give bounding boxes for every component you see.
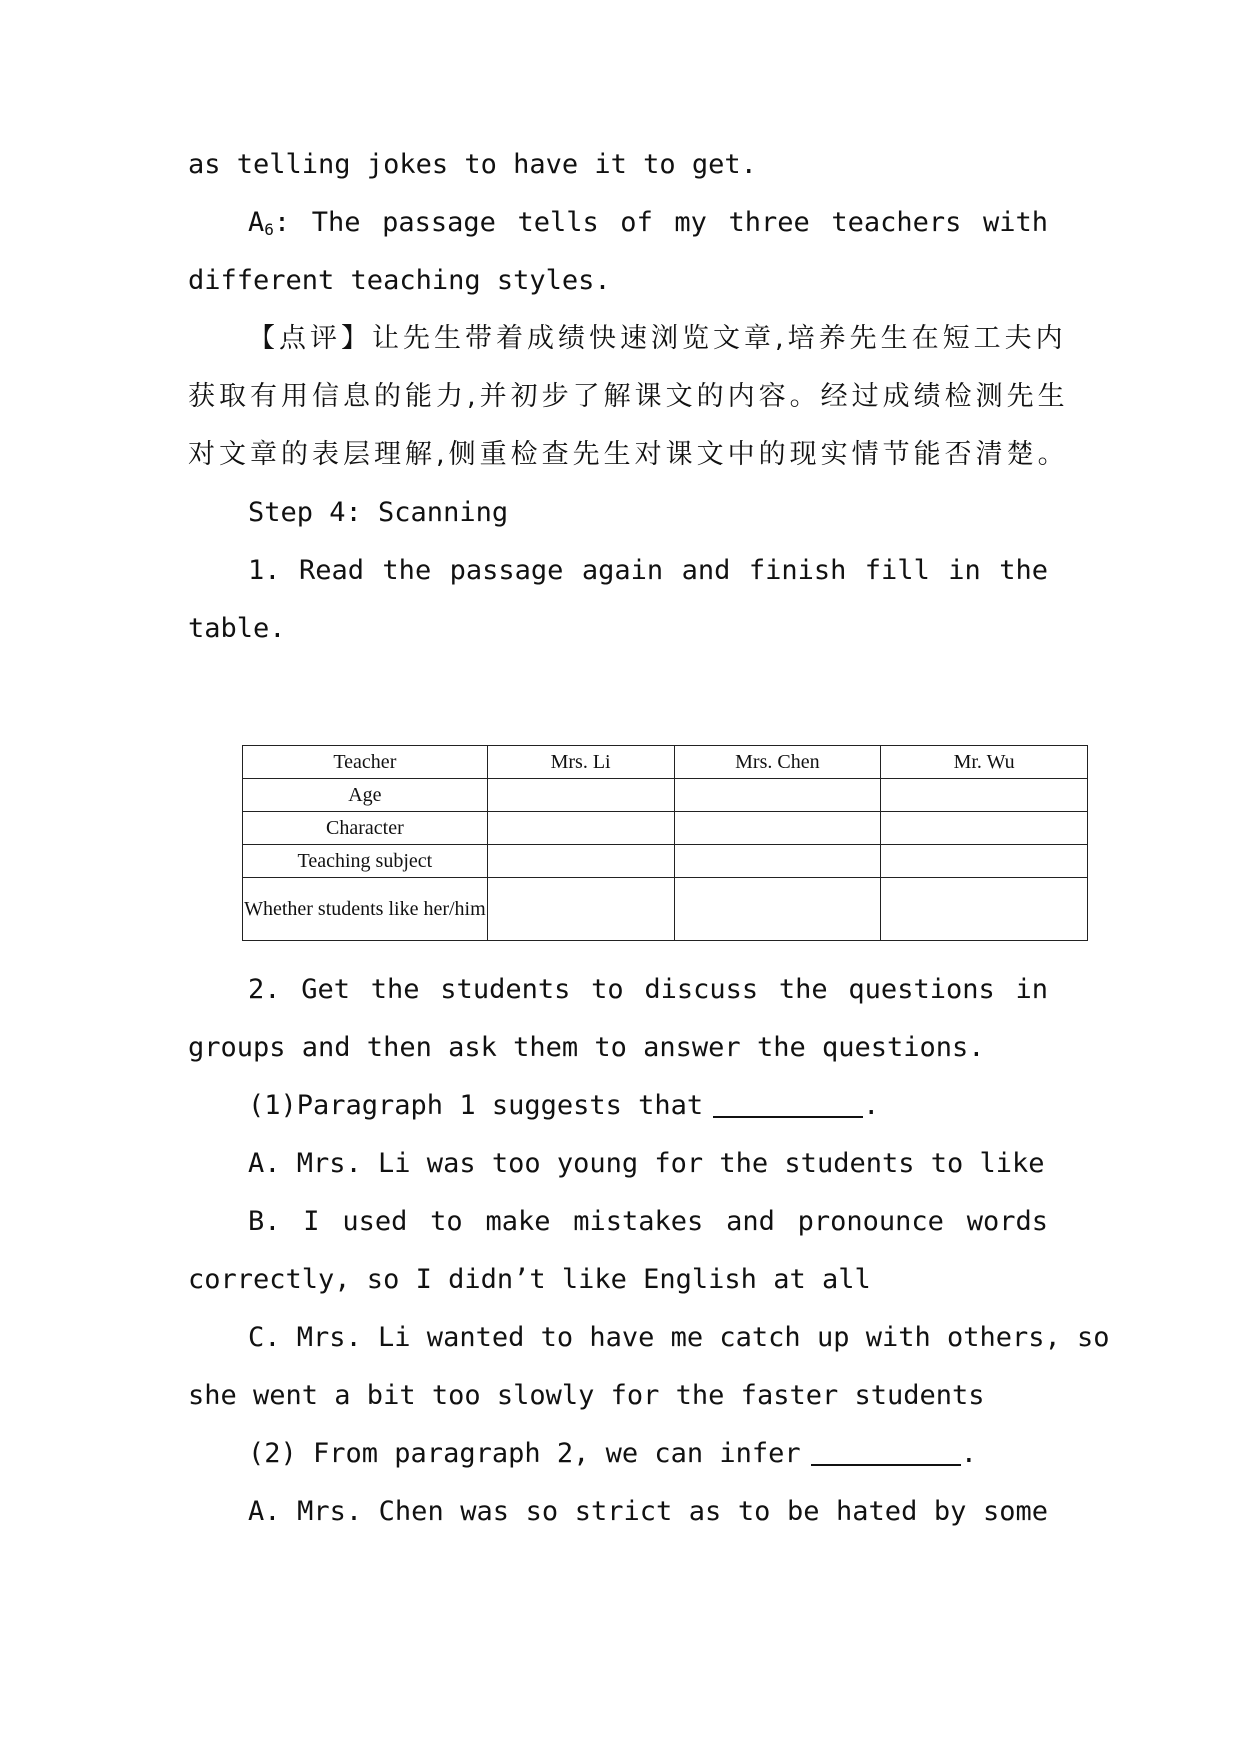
comment-line-3: 对文章的表层理解,侧重检查先生对课文中的现实情节能否清楚。 <box>188 439 1069 470</box>
empty-cell <box>487 878 674 941</box>
empty-cell <box>881 779 1088 812</box>
empty-cell <box>487 779 674 812</box>
option-b-line-2: correctly, so I didn’t like English at all <box>188 1264 871 1295</box>
table-row <box>243 845 1088 878</box>
table-header-cell: Teacher <box>243 746 488 779</box>
empty-cell <box>881 878 1088 941</box>
question-2-stem: (2) From paragraph 2, we can infer . <box>248 1438 977 1469</box>
comment-line-1: 【点评】让先生带着成绩快速浏览文章,培养先生在短工夫内 <box>248 323 1067 354</box>
answer-text: : The passage tells of my three teachers with <box>273 207 1048 238</box>
answer-label: $A_6$ <box>248 207 274 239</box>
table-header-cell: Mrs. Chen <box>674 746 881 779</box>
row-label: Teaching subject <box>243 845 488 878</box>
option-b-line-1: B. I used to make mistakes and pronounce words <box>248 1206 1048 1237</box>
option-a: A. Mrs. Li was too young for the students to like <box>248 1148 1045 1179</box>
table-header-row <box>243 746 1088 779</box>
answer-blank <box>811 1438 961 1466</box>
question-1-stem: (1)Paragraph 1 suggests that . <box>248 1090 880 1121</box>
answer-a6-line <box>248 205 1048 248</box>
comment-line-2: 获取有用信息的能力,并初步了解课文的内容。经过成绩检测先生 <box>188 381 1069 412</box>
q2-option-a: A. Mrs. Chen was so strict as to be hated by some <box>248 1496 1048 1527</box>
instruction-2-line-2: groups and then ask them to answer the questions. <box>188 1032 985 1063</box>
teacher-table <box>242 745 1088 941</box>
text-line-3: different teaching styles. <box>188 265 611 296</box>
empty-cell <box>674 812 881 845</box>
instruction-1-line-2: table. <box>188 613 286 644</box>
empty-cell <box>881 812 1088 845</box>
table-header-cell: Mrs. Li <box>487 746 674 779</box>
empty-cell <box>487 812 674 845</box>
table-row <box>243 812 1088 845</box>
row-label: Age <box>243 779 488 812</box>
step-heading: Step 4: Scanning <box>248 497 509 528</box>
text-line-1: as telling jokes to have it to get. <box>188 149 757 180</box>
table-header-cell: Mr. Wu <box>881 746 1088 779</box>
empty-cell <box>881 845 1088 878</box>
row-label: Character <box>243 812 488 845</box>
row-label: Whether students like her/him <box>243 878 488 941</box>
instruction-1-line-1: 1. Read the passage again and finish fill in the <box>248 555 1048 586</box>
empty-cell <box>487 845 674 878</box>
answer-blank <box>713 1090 863 1118</box>
table-row <box>243 878 1088 941</box>
instruction-2-line-1: 2. Get the students to discuss the questions in <box>248 974 1048 1005</box>
option-c-line-1: C. Mrs. Li wanted to have me catch up with others, so <box>248 1322 1110 1353</box>
table-row <box>243 779 1088 812</box>
option-c-line-2: she went a bit too slowly for the faster students <box>188 1380 985 1411</box>
empty-cell <box>674 779 881 812</box>
empty-cell <box>674 845 881 878</box>
empty-cell <box>674 878 881 941</box>
